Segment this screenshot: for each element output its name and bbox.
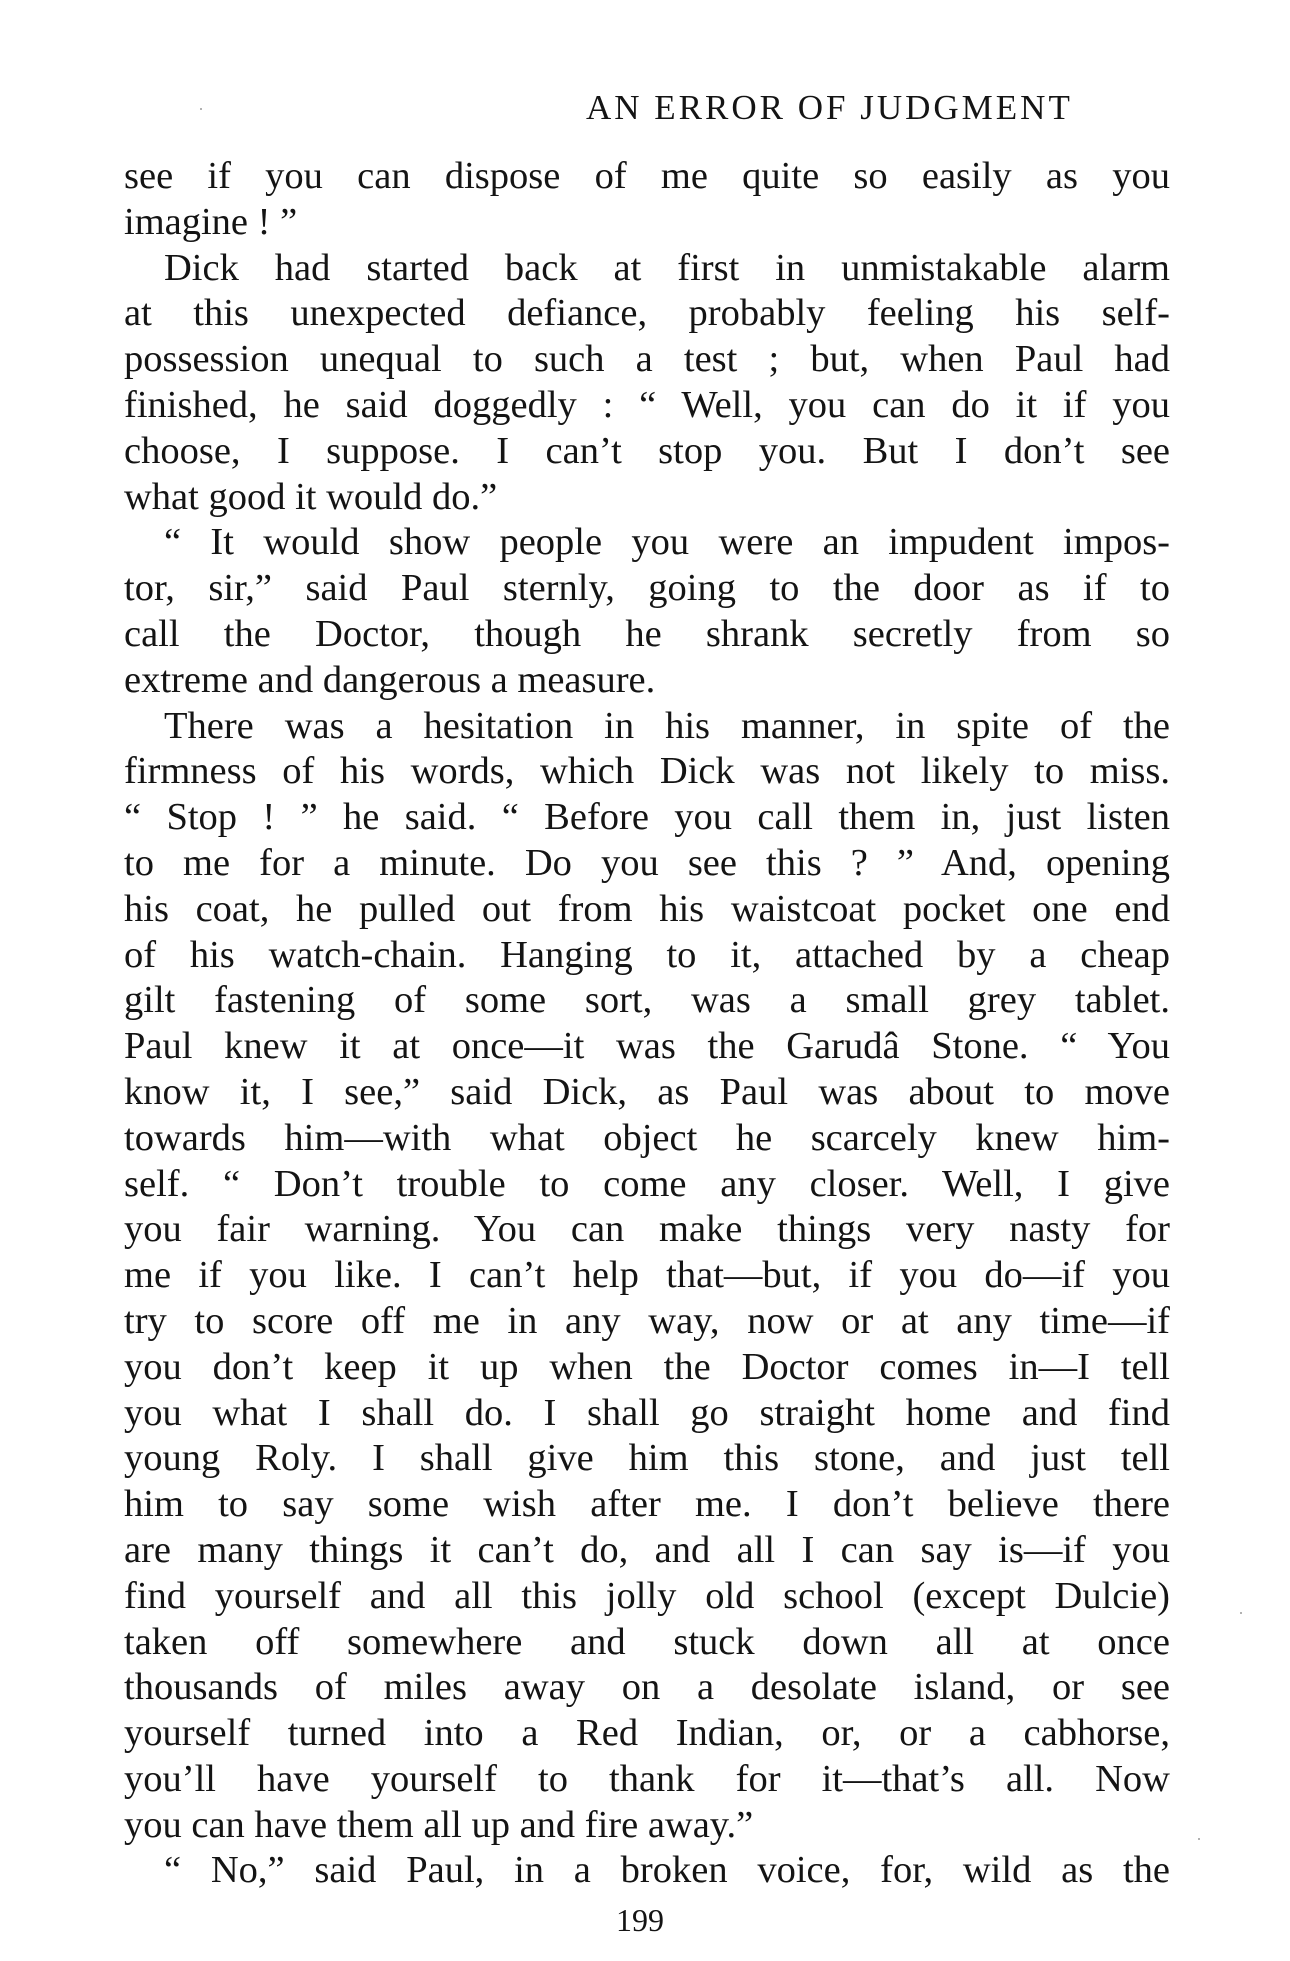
paper-speck xyxy=(1198,1838,1200,1840)
text-line: what good it would do.” xyxy=(124,475,498,518)
text-line: choose, I suppose. I can’t stop you. But I don’t see xyxy=(124,429,1170,472)
text-line: extreme and dangerous a measure. xyxy=(124,658,656,701)
text-line: you fair warning. You can make things very nasty for xyxy=(124,1208,1170,1251)
paper-speck xyxy=(200,108,202,110)
text-line: tor, sir,” said Paul sternly, going to the door as if to xyxy=(124,567,1170,610)
body-text xyxy=(124,154,1170,1894)
text-line: gilt fastening of some sort, was a small grey tablet. xyxy=(124,979,1170,1022)
text-line: see if you can dispose of me quite so easily as you xyxy=(124,155,1170,197)
text-line: you what I shall do. I shall go straight home and find xyxy=(124,1391,1170,1434)
text-line: taken off somewhere and stuck down all at once xyxy=(124,1620,1170,1663)
text-line: me if you like. I can’t help that—but, if you do—if you xyxy=(124,1254,1170,1297)
text-line: self. “ Don’t trouble to come any closer. Well, I give xyxy=(124,1162,1170,1205)
text-line: you can have them all up and fire away.” xyxy=(124,1803,754,1846)
text-line: “ It would show people you were an impudent impos- xyxy=(164,521,1170,564)
text-line: There was a hesitation in his manner, in spite of the xyxy=(164,704,1170,747)
text-line: “ No,” said Paul, in a broken voice, for, wild as the xyxy=(164,1849,1170,1892)
text-line: call the Doctor, though he shrank secretly from so xyxy=(124,612,1170,655)
text-line: find yourself and all this jolly old school (except Dulcie) xyxy=(124,1574,1170,1617)
text-line: know it, I see,” said Dick, as Paul was about to move xyxy=(124,1070,1170,1113)
text-line: Paul knew it at once—it was the Garudâ Stone. “ You xyxy=(124,1025,1170,1068)
running-head: AN ERROR OF JUDGMENT xyxy=(586,88,1073,127)
paper-speck xyxy=(1240,1612,1242,1614)
text-line: young Roly. I shall give him this stone, and just tell xyxy=(124,1437,1170,1480)
text-line: firmness of his words, which Dick was not likely to miss. xyxy=(124,750,1170,793)
text-line: Dick had started back at first in unmistakable alarm xyxy=(164,246,1170,289)
text-line: to me for a minute. Do you see this ? ” And, opening xyxy=(124,841,1170,884)
text-line: are many things it can’t do, and all I can say is—if you xyxy=(124,1528,1170,1571)
text-line: finished, he said doggedly : “ Well, you can do it if you xyxy=(124,383,1170,426)
text-line: you don’t keep it up when the Doctor comes in—I tell xyxy=(124,1345,1170,1388)
text-line: yourself turned into a Red Indian, or, or a cabhorse, xyxy=(124,1712,1170,1755)
page-number: 199 xyxy=(616,1902,664,1938)
text-line: his coat, he pulled out from his waistcoat pocket one end xyxy=(124,887,1170,930)
text-line: you’ll have yourself to thank for it—that’s all. Now xyxy=(124,1757,1170,1800)
text-line: towards him—with what object he scarcely knew him- xyxy=(124,1116,1170,1159)
text-line: imagine ! ” xyxy=(124,200,298,243)
text-line: at this unexpected defiance, probably feeling his self- xyxy=(124,292,1170,335)
text-line: possession unequal to such a test ; but, when Paul had xyxy=(124,338,1170,381)
text-line: him to say some wish after me. I don’t believe there xyxy=(124,1483,1170,1526)
text-line: of his watch-chain. Hanging to it, attached by a cheap xyxy=(124,933,1170,976)
text-line: try to score off me in any way, now or at any time—if xyxy=(124,1299,1170,1342)
text-line: thousands of miles away on a desolate island, or see xyxy=(124,1666,1170,1709)
text-line: “ Stop ! ” he said. “ Before you call them in, just listen xyxy=(124,796,1170,839)
